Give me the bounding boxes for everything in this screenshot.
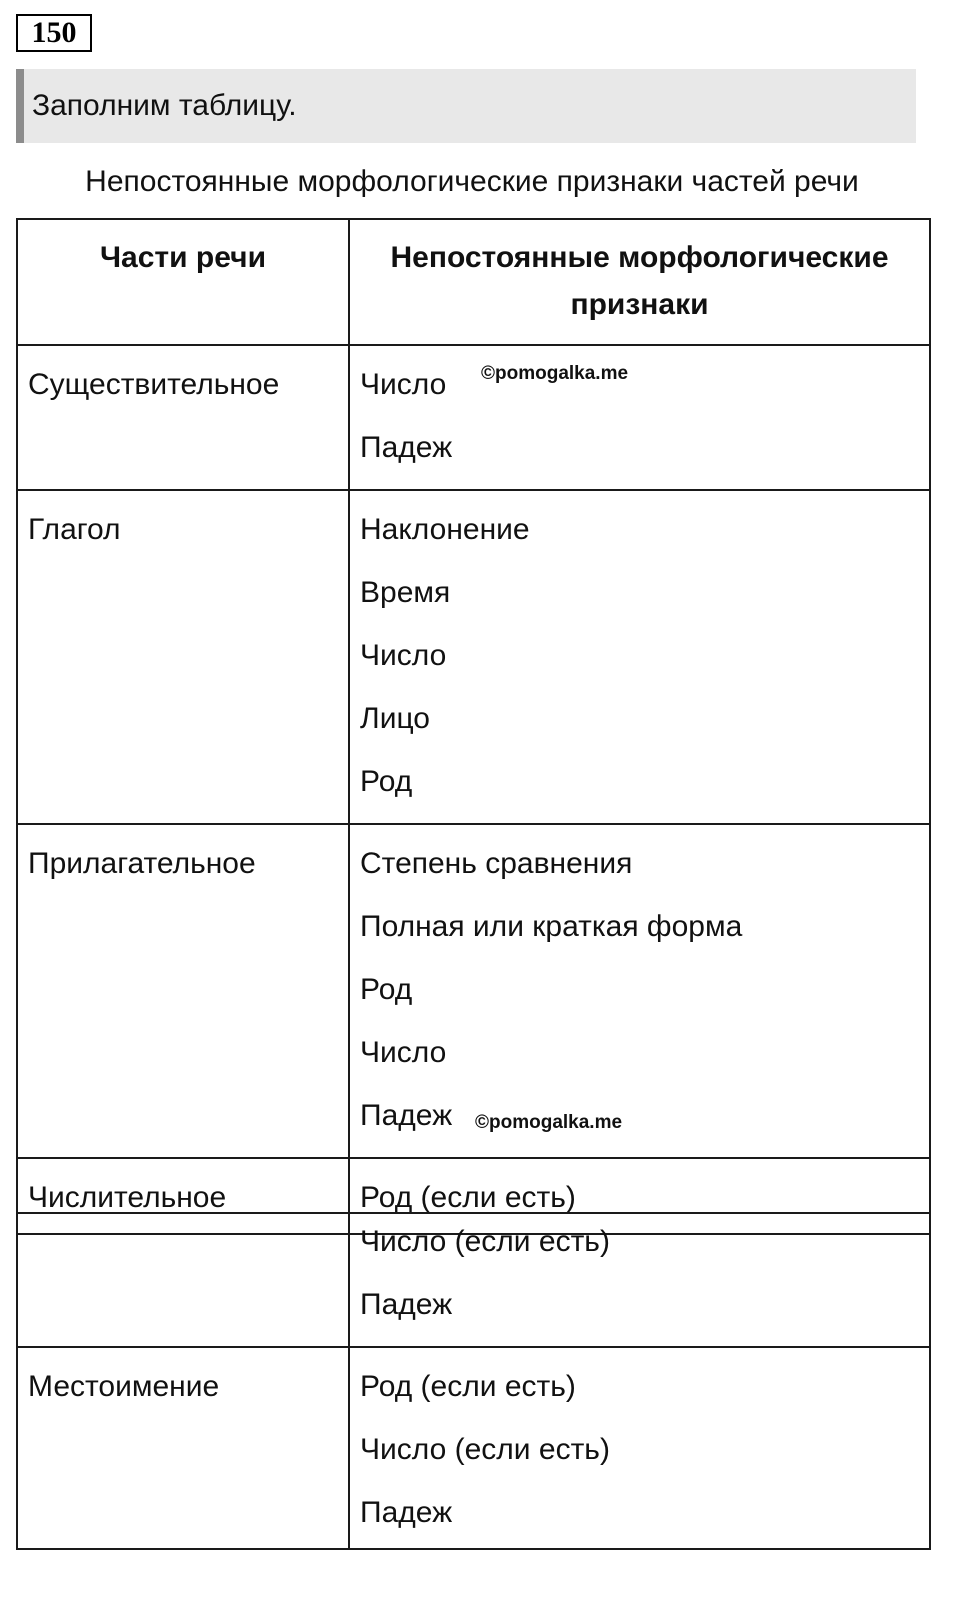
watermark: ©pomogalka.me bbox=[481, 363, 629, 384]
exercise-number: 150 bbox=[16, 14, 92, 52]
table-row bbox=[17, 345, 930, 490]
part-of-speech-cell: Существительное bbox=[17, 345, 349, 490]
features-cell: Род (если есть) Число (если есть) Падеж bbox=[349, 1347, 930, 1549]
part-of-speech-cell: Местоимение bbox=[17, 1347, 349, 1549]
part-of-speech-cell: Прилагательное bbox=[17, 824, 349, 1158]
table-caption: Непостоянные морфологические признаки частей речи bbox=[85, 165, 859, 198]
header-parts-of-speech: Части речи bbox=[17, 219, 349, 345]
features-cell: Наклонение Время Число Лицо Род bbox=[349, 490, 930, 824]
header-features: Непостоянные морфологические признаки bbox=[349, 219, 930, 345]
table-row bbox=[17, 824, 930, 1158]
intro-note-text: Заполним таблицу. bbox=[32, 89, 297, 122]
intro-note bbox=[16, 69, 916, 143]
table-row bbox=[17, 1347, 930, 1549]
part-of-speech-cell: Числительное bbox=[17, 1158, 349, 1234]
features-cell: Род (если есть) bbox=[349, 1158, 930, 1234]
table-row bbox=[17, 1213, 930, 1347]
part-of-speech-cell: Глагол bbox=[17, 490, 349, 824]
header-row bbox=[17, 219, 930, 345]
features-cell: Число (если есть) Падеж bbox=[349, 1213, 930, 1347]
features-cell: Число Падеж bbox=[349, 345, 930, 490]
morphology-table-lower bbox=[16, 1212, 931, 1550]
features-cell: Степень сравнения Полная или краткая форма Род Число Падеж bbox=[349, 824, 930, 1158]
table-row bbox=[17, 490, 930, 824]
watermark: ©pomogalka.me bbox=[475, 1112, 623, 1133]
part-of-speech-cell bbox=[17, 1213, 349, 1347]
morphology-table-upper bbox=[16, 218, 931, 1235]
